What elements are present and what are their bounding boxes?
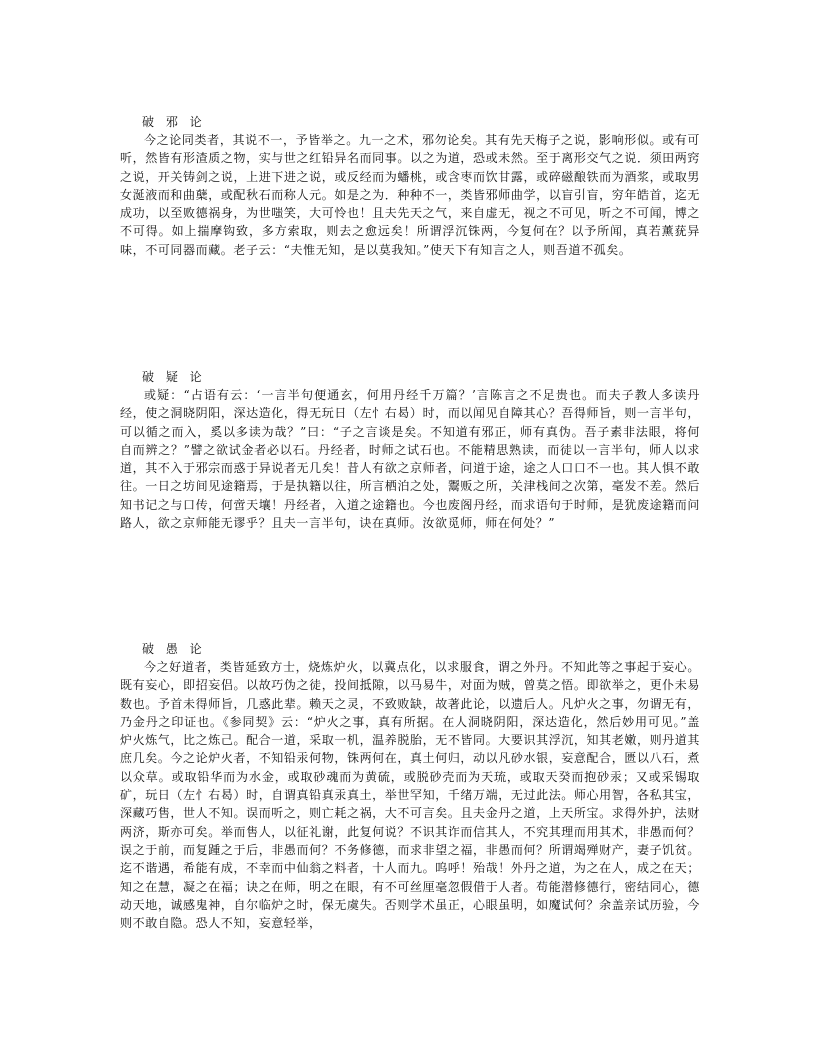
section-po-yu-lun	[120, 640, 700, 932]
section-body: 今之好道者，类皆延致方士，烧炼炉火，以冀点化，以求服食，谓之外丹。不知此等之事起于妄心。既有妄心，即招妄侣。以故巧伪之徒，投间抵隙，以马易牛，对面为贼，曾莫之悟。即欲举之，更仆未易数也。予首未得师旨，几惑此辈。赖天之灵，不致败缺，故著此论，以遗后人。凡炉火之事，勿谓无有，乃金丹之印证也。《参同契》云：“炉火之事，真有所据。在人洞晓阴阳，深达造化，然后妙用可见。”盖炉火炼气，比之炼己。配合一道，采取一机，温养脱胎，无不皆同。大要识其浮沉，知其老嫩，则丹道其庶几矣。今之论炉火者，不知铅汞何物，铢两何在，真土何归，动以凡砂水银，妄意配合，匮以八石，煮以众草。或取铅华而为水金，或取砂魂而为黄硫，或脱砂壳而为天琉，或取天癸而抱砂汞；又或采锡取矿，玩日（左忄右曷）时，自谓真铅真汞真土，举世罕知，千绪万端，无过此法。师心用智，各私其宝，深藏巧售，世人不知。误而听之，则亡耗之祸，大不可言矣。且夫金丹之道，上天所宝。求得外护，法财两济，斯亦可矣。举而售人，以征礼谢，此复何说？不识其诈而信其人，不究其理而用其术，非愚而何？误之于前，而复踵之于后，非愚而何？不务修德，而求非望之福，非愚而何？所谓竭殚财产，妻子饥贫。迄不谐遇，希能有成，不幸而中仙翁之料者，十人而九。呜呼！殆哉！外丹之道，为之在人，成之在天；知之在慧，凝之在福；诀之在师，明之在眼，有不可丝厘毫忽假借于人者。苟能潜修德行，密结同心，德动天地，诚感鬼神，自尔临炉之时，保无虞失。否则学术虽正，心眼虽明，如魔试何？余盖亲试历验，今则不敢自隐。恐人不知，妄意轻举，	[120, 660, 700, 931]
section-body: 或疑：“占语有云：‘一言半句便通玄，何用丹经千万篇？’言陈言之不足贵也。而夫子教人多读丹经，使之洞晓阴阳，深达造化，得无玩日（左忄右曷）时，而以闻见自障其心？吾得师旨，则一言半句，可以循之而入，奚以多读为哉？”曰：“子之言谈是矣。不知道有邪正，师有真伪。吾子素非法眼，将何自而辨之？”譬之欲试金者必以石。丹经者，时师之试石也。不能精思熟读，而徒以一言半句，师人以求道，其不入于邪宗而惑于异说者无几矣！昔人有欲之京师者，问道于途，途之人口口不一也。其人惧不敢往。一日之坊间见途籍焉，于是执籍以往，所言栖泊之处，鬻贩之所，关津栈间之次第，毫发不差。然后知书记之与口传，何啻天壤！丹经者，入道之途籍也。今也废阁丹经，而求语句于时师，是犹废途籍而问路人，欲之京师能无谬乎？且夫一言半句，诀在真师。汝欲觅师，师在何处？”	[120, 388, 700, 531]
section-body: 今之论同类者，其说不一，予皆举之。九一之术，邪勿论矣。其有先天梅子之说，影响形似。或有可听，然皆有形渣质之物，实与世之红铅异名而同事。以之为道，恐或未然。至于离形交气之说．须田两窍之说，开关铸剑之说，上进下进之说，或反经而为蟠桃，或含枣而饮甘露，或碎磁酿铁而为酒浆，或取男女涎液而和曲蘖，或配秋石而称人元。如是之为．种种不一，类皆邪师曲学，以盲引盲，穷年皓首，迄无成功，以至败德祸身，为世嗤笑，大可怜也！且夫先天之气，来自虚无，视之不可见，听之不可闻，博之不可得。如上揣摩钩致，多方索取，则去之愈远矣！所谓浮沉铢两，今复何在？以予所闻，真若薰莸异味，不可同器而藏。老子云：“夫惟无知，是以莫我知。”使天下有知言之人，则吾道不孤矣。	[120, 133, 700, 257]
section-title: 破 愚 论	[142, 642, 206, 656]
section-po-yi-lun	[120, 368, 700, 532]
section-po-xie-lun	[120, 113, 700, 259]
section-title: 破 疑 论	[142, 370, 206, 384]
section-title: 破 邪 论	[142, 115, 206, 129]
